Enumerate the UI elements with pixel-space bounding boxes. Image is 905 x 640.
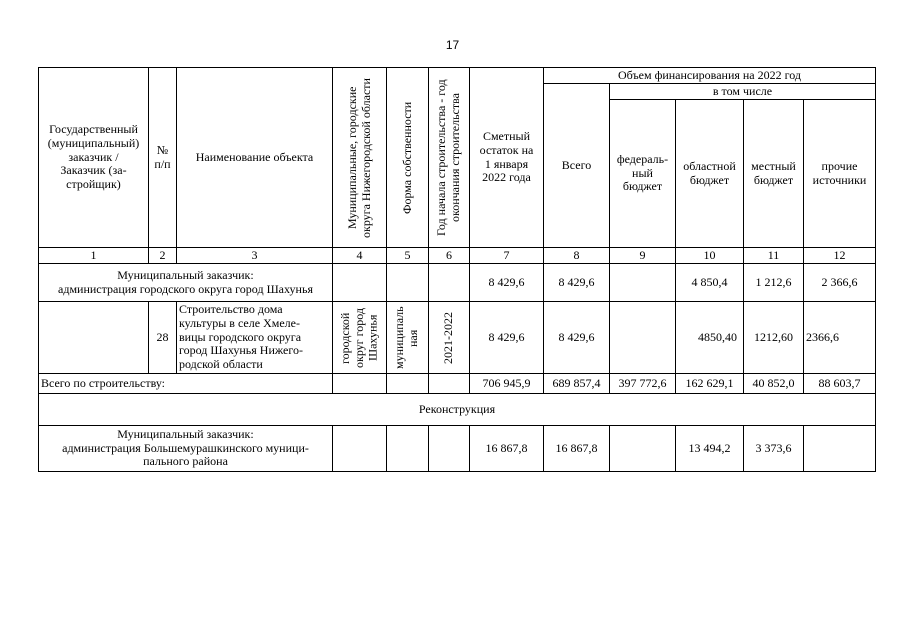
col-number: 6 bbox=[429, 248, 470, 264]
estimate-cell: 16 867,8 bbox=[470, 426, 544, 472]
col-number: 10 bbox=[676, 248, 744, 264]
col-number: 1 bbox=[39, 248, 149, 264]
table-row bbox=[39, 426, 876, 472]
header-years: Год начала строительства - год окончания строительства bbox=[429, 68, 470, 248]
construction-total-label: Всего по строительству: bbox=[39, 374, 333, 394]
total-cell: 16 867,8 bbox=[544, 426, 610, 472]
col-number: 7 bbox=[470, 248, 544, 264]
col-number: 2 bbox=[149, 248, 177, 264]
section-row bbox=[39, 394, 876, 426]
col-number: 4 bbox=[333, 248, 387, 264]
other-cell: 2366,6 bbox=[804, 302, 876, 374]
federal-cell bbox=[610, 302, 676, 374]
local-cell: 1212,60 bbox=[744, 302, 804, 374]
federal-cell: 397 772,6 bbox=[610, 374, 676, 394]
header-other: прочие источники bbox=[804, 100, 876, 248]
header-including: в том числе bbox=[610, 84, 876, 100]
federal-cell bbox=[610, 426, 676, 472]
col-number: 11 bbox=[744, 248, 804, 264]
header-federal: федераль- ный бюджет bbox=[610, 100, 676, 248]
table-row bbox=[39, 374, 876, 394]
header-number: № п/п bbox=[149, 68, 177, 248]
header-ownership: Форма собственности bbox=[387, 68, 429, 248]
local-cell: 40 852,0 bbox=[744, 374, 804, 394]
total-cell: 689 857,4 bbox=[544, 374, 610, 394]
other-cell: 2 366,6 bbox=[804, 264, 876, 302]
regional-cell: 162 629,1 bbox=[676, 374, 744, 394]
federal-cell bbox=[610, 264, 676, 302]
estimate-cell: 706 945,9 bbox=[470, 374, 544, 394]
header-municipality: Муниципальные, городские округа Нижегородской области bbox=[333, 68, 387, 248]
estimate-cell: 8 429,6 bbox=[470, 264, 544, 302]
table-row bbox=[39, 302, 876, 374]
header-funding-title: Объем финансирования на 2022 год bbox=[544, 68, 876, 84]
municipality-cell: городской округ город Шахунья bbox=[333, 302, 387, 374]
object-name: Строительство дома культуры в селе Хмеле- вицы городского округа город Шахунья Нижего- родской области bbox=[177, 302, 333, 374]
table-row bbox=[39, 264, 876, 302]
customer-label: Муниципальный заказчик: администрация Большемурашкинского муници- пального района bbox=[39, 426, 333, 472]
ownership-cell: муниципальная bbox=[387, 302, 429, 374]
regional-cell: 4 850,4 bbox=[676, 264, 744, 302]
estimate-cell: 8 429,6 bbox=[470, 302, 544, 374]
col-number: 8 bbox=[544, 248, 610, 264]
total-cell: 8 429,6 bbox=[544, 264, 610, 302]
col-number: 9 bbox=[610, 248, 676, 264]
header-object-name: Наименование объекта bbox=[177, 68, 333, 248]
other-cell: 88 603,7 bbox=[804, 374, 876, 394]
header-regional: областной бюджет bbox=[676, 100, 744, 248]
section-title: Реконструкция bbox=[39, 394, 876, 426]
header-local: местный бюджет bbox=[744, 100, 804, 248]
header-estimate: Сметный остаток на 1 января 2022 года bbox=[470, 68, 544, 248]
col-number: 5 bbox=[387, 248, 429, 264]
years-cell: 2021-2022 bbox=[429, 302, 470, 374]
local-cell: 1 212,6 bbox=[744, 264, 804, 302]
page-number: 17 bbox=[445, 38, 460, 52]
total-cell: 8 429,6 bbox=[544, 302, 610, 374]
other-cell bbox=[804, 426, 876, 472]
header-customer: Государственный (муниципальный) заказчик / Заказчик (за- стройщик) bbox=[39, 68, 149, 248]
customer-label: Муниципальный заказчик: администрация городского округа город Шахунья bbox=[39, 264, 333, 302]
col-number: 3 bbox=[177, 248, 333, 264]
local-cell: 3 373,6 bbox=[744, 426, 804, 472]
column-numbers-row bbox=[39, 248, 876, 264]
regional-cell: 4850,40 bbox=[676, 302, 744, 374]
row-number: 28 bbox=[149, 302, 177, 374]
header-total: Всего bbox=[544, 84, 610, 248]
col-number: 12 bbox=[804, 248, 876, 264]
regional-cell: 13 494,2 bbox=[676, 426, 744, 472]
financing-table bbox=[38, 67, 876, 472]
